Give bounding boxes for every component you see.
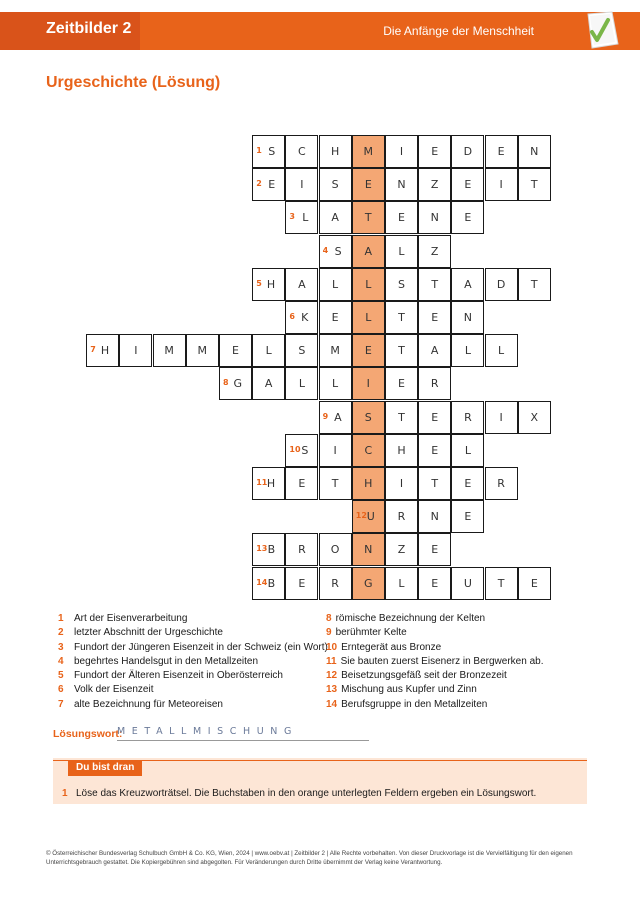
crossword-cell[interactable] bbox=[285, 135, 318, 168]
crossword-cell[interactable] bbox=[485, 135, 518, 168]
crossword-cell[interactable] bbox=[219, 334, 252, 367]
crossword-cell[interactable] bbox=[418, 567, 451, 600]
cell-letter: L bbox=[298, 377, 305, 391]
crossword-cell[interactable] bbox=[319, 401, 352, 434]
crossword-cell[interactable] bbox=[319, 434, 352, 467]
clue-number: 1 bbox=[58, 613, 64, 624]
cell-letter: E bbox=[298, 576, 306, 590]
clue-text: Mischung aus Kupfer und Zinn bbox=[341, 684, 477, 696]
crossword-cell[interactable] bbox=[418, 467, 451, 500]
cell-letter: M bbox=[330, 344, 340, 358]
crossword-cell[interactable] bbox=[385, 168, 418, 201]
clue-item bbox=[326, 655, 543, 669]
cell-letter: S bbox=[301, 443, 309, 457]
crossword-cell[interactable] bbox=[352, 201, 385, 234]
cell-letter: E bbox=[364, 344, 372, 358]
crossword-cell[interactable] bbox=[518, 168, 551, 201]
crossword-cell[interactable] bbox=[385, 401, 418, 434]
task-tab: Du bist dran bbox=[68, 760, 142, 776]
clue-item bbox=[326, 626, 543, 640]
cell-letter: E bbox=[232, 344, 239, 358]
solution-word: METALLMISCHUNG bbox=[117, 726, 298, 737]
crossword-cell[interactable] bbox=[119, 334, 152, 367]
clues-right-column bbox=[326, 612, 543, 712]
crossword-cell[interactable] bbox=[485, 401, 518, 434]
cell-letter: A bbox=[298, 277, 306, 291]
crossword-cell[interactable] bbox=[451, 301, 484, 334]
crossword-cell[interactable] bbox=[252, 533, 285, 566]
cell-letter: I bbox=[333, 443, 337, 457]
clue-item bbox=[58, 655, 328, 669]
crossword-cell[interactable] bbox=[219, 367, 252, 400]
clue-text: alte Bezeichnung für Meteoreisen bbox=[74, 698, 223, 710]
clue-text: Fundort der Jüngeren Eisenzeit in der Schweiz (ein Wort) bbox=[74, 641, 328, 653]
cell-letter: E bbox=[464, 510, 472, 524]
crossword-cell[interactable] bbox=[319, 235, 352, 268]
cell-letter: Z bbox=[430, 178, 439, 192]
crossword-cell[interactable] bbox=[451, 201, 484, 234]
cell-letter: T bbox=[530, 277, 538, 291]
crossword-cell[interactable] bbox=[385, 434, 418, 467]
cell-letter: S bbox=[398, 277, 405, 291]
cell-letter: R bbox=[298, 543, 306, 557]
crossword-cell[interactable] bbox=[319, 567, 352, 600]
clue-number: 14 bbox=[256, 577, 268, 587]
cell-letter: X bbox=[530, 410, 539, 424]
crossword-cell[interactable] bbox=[252, 135, 285, 168]
cell-letter: T bbox=[398, 311, 405, 324]
cell-letter: L bbox=[498, 344, 505, 358]
crossword-cell[interactable] bbox=[319, 467, 352, 500]
cell-letter: E bbox=[268, 178, 276, 192]
clue-number: 11 bbox=[256, 478, 268, 487]
clue-text: Art der Eisenverarbeitung bbox=[74, 613, 188, 624]
cell-letter: I bbox=[499, 178, 503, 192]
cell-letter: L bbox=[365, 277, 372, 291]
crossword-cell[interactable] bbox=[352, 500, 385, 533]
solution-label: Lösungswort: bbox=[53, 728, 123, 740]
cell-letter: T bbox=[497, 576, 505, 590]
crossword-cell[interactable] bbox=[319, 268, 352, 301]
clue-number: 6 bbox=[58, 684, 64, 696]
crossword-cell[interactable] bbox=[153, 334, 186, 367]
crossword-cell[interactable] bbox=[252, 334, 285, 367]
footer-copyright: © Österreichischer Bundesverlag Schulbuch GmbH & Co. KG, Wien, 2024 | www.oebv.at | Zeitbilder 2 | Alle Rechte vorbehalten. Von dieser Druckvorlage ist die Vervielfältigung für den eigenen Unterrichtsgebrauch gestattet. Die Kopiergebühren sind abgegolten. Für Veränderungen durch Dritte übernimmt der Verlag keine Verantwortung. bbox=[46, 850, 573, 866]
crossword-cell[interactable] bbox=[518, 268, 551, 301]
cell-letter: L bbox=[302, 211, 309, 225]
cell-letter: C bbox=[364, 443, 373, 457]
cell-letter: B bbox=[267, 543, 276, 557]
clue-text: letzter Abschnitt der Urgeschichte bbox=[74, 627, 223, 639]
crossword-cell[interactable] bbox=[518, 135, 551, 168]
clue-item bbox=[326, 612, 543, 626]
cell-letter: N bbox=[430, 211, 439, 225]
crossword-cell[interactable] bbox=[418, 168, 451, 201]
cell-letter: A bbox=[334, 410, 342, 424]
cell-letter: E bbox=[398, 211, 405, 225]
crossword-cell[interactable] bbox=[385, 301, 418, 334]
crossword-cell[interactable] bbox=[252, 268, 285, 301]
crossword-cell[interactable] bbox=[485, 268, 518, 301]
clue-number: 13 bbox=[326, 684, 338, 696]
crossword-cell[interactable] bbox=[285, 201, 318, 234]
cell-letter: L bbox=[365, 311, 372, 324]
clue-item bbox=[326, 669, 543, 683]
cell-letter: N bbox=[364, 543, 373, 557]
cell-letter: C bbox=[298, 145, 306, 158]
clue-number: 8 bbox=[326, 613, 332, 624]
cell-letter: N bbox=[397, 178, 406, 192]
clue-number: 14 bbox=[326, 698, 338, 710]
crossword-cell[interactable] bbox=[285, 533, 318, 566]
clue-text: berühmter Kelte bbox=[335, 627, 407, 639]
cell-letter: I bbox=[399, 145, 404, 158]
crossword-cell[interactable] bbox=[485, 467, 518, 500]
cell-letter: A bbox=[464, 277, 472, 291]
clue-text: römische Bezeichnung der Kelten bbox=[335, 613, 486, 624]
clue-number: 9 bbox=[326, 627, 332, 639]
clue-number: 3 bbox=[289, 212, 295, 222]
cell-letter: R bbox=[497, 477, 505, 490]
crossword-cell[interactable] bbox=[385, 367, 418, 400]
cell-letter: H bbox=[266, 277, 276, 291]
crossword-cell[interactable] bbox=[451, 434, 484, 467]
crossword-cell[interactable] bbox=[86, 334, 119, 367]
crossword-cell[interactable] bbox=[418, 367, 451, 400]
cell-letter: T bbox=[331, 477, 339, 490]
crossword-cell[interactable] bbox=[352, 301, 385, 334]
cell-letter: T bbox=[364, 211, 372, 225]
crossword-cell[interactable] bbox=[352, 367, 385, 400]
cell-letter: U bbox=[463, 576, 472, 590]
task-instruction: Löse das Kreuzworträtsel. Die Buchstaben in den orange unterlegten Feldern ergeben ein Lösungswort. bbox=[76, 788, 537, 799]
cell-letter: L bbox=[398, 244, 405, 258]
cell-letter: E bbox=[530, 576, 538, 590]
crossword-cell[interactable] bbox=[418, 301, 451, 334]
cell-letter: T bbox=[398, 344, 405, 358]
clue-item bbox=[58, 626, 328, 640]
crossword-cell[interactable] bbox=[451, 401, 484, 434]
cell-letter: I bbox=[300, 178, 304, 192]
clue-number: 5 bbox=[58, 670, 64, 682]
crossword-cell[interactable] bbox=[451, 567, 484, 600]
clues-left-column bbox=[58, 612, 328, 712]
crossword-cell[interactable] bbox=[352, 567, 385, 600]
cell-letter: L bbox=[332, 277, 339, 291]
cell-letter: I bbox=[134, 344, 138, 358]
crossword-cell[interactable] bbox=[385, 533, 418, 566]
cell-letter: U bbox=[366, 510, 375, 524]
cell-letter: L bbox=[464, 344, 471, 358]
clue-number: 8 bbox=[223, 378, 229, 388]
cell-letter: L bbox=[464, 443, 471, 457]
cell-letter: T bbox=[431, 277, 439, 291]
crossword-cell[interactable] bbox=[451, 334, 484, 367]
cell-letter: M bbox=[363, 145, 374, 158]
crossword-cell[interactable] bbox=[252, 467, 285, 500]
crossword-cell[interactable] bbox=[285, 567, 318, 600]
crossword-cell[interactable] bbox=[352, 135, 385, 168]
crossword-cell[interactable] bbox=[451, 500, 484, 533]
cell-letter: G bbox=[364, 576, 373, 590]
cell-letter: N bbox=[463, 311, 472, 324]
cell-letter: I bbox=[499, 410, 503, 424]
cell-letter: D bbox=[463, 145, 473, 158]
crossword-cell[interactable] bbox=[352, 268, 385, 301]
crossword-cell[interactable] bbox=[418, 201, 451, 234]
cell-letter: R bbox=[464, 410, 472, 424]
clue-text: begehrtes Handelsgut in den Metallzeiten bbox=[74, 655, 259, 667]
cell-letter: R bbox=[331, 576, 339, 590]
crossword-cell[interactable] bbox=[485, 168, 518, 201]
cell-letter: E bbox=[431, 576, 439, 590]
clue-number: 4 bbox=[322, 245, 329, 255]
clue-number: 2 bbox=[256, 179, 262, 189]
clue-item bbox=[58, 669, 328, 683]
crossword-cell[interactable] bbox=[385, 334, 418, 367]
chapter-title: Die Anfänge der Menschheit bbox=[383, 24, 534, 38]
cell-letter: L bbox=[265, 344, 272, 358]
clue-text: Berufsgruppe in den Metallzeiten bbox=[341, 698, 488, 710]
cell-letter: D bbox=[496, 277, 506, 291]
crossword-cell[interactable] bbox=[285, 301, 318, 334]
crossword-cell[interactable] bbox=[285, 268, 318, 301]
cell-letter: K bbox=[301, 311, 309, 324]
crossword-cell[interactable] bbox=[451, 168, 484, 201]
clue-item bbox=[326, 698, 543, 712]
crossword-cell[interactable] bbox=[319, 334, 352, 367]
crossword-cell[interactable] bbox=[352, 334, 385, 367]
cell-letter: S bbox=[364, 410, 372, 424]
crossword-cell[interactable] bbox=[418, 401, 451, 434]
cell-letter: H bbox=[100, 344, 110, 358]
crossword-cell[interactable] bbox=[352, 434, 385, 467]
crossword-cell[interactable] bbox=[418, 500, 451, 533]
clue-number: 11 bbox=[326, 655, 337, 667]
crossword-cell[interactable] bbox=[252, 567, 285, 600]
cell-letter: Z bbox=[430, 244, 439, 258]
cell-letter: T bbox=[530, 178, 538, 192]
cell-letter: E bbox=[431, 543, 439, 557]
cell-letter: G bbox=[233, 377, 242, 391]
crossword-cell[interactable] bbox=[485, 567, 518, 600]
cell-letter: E bbox=[464, 178, 472, 192]
cell-letter: E bbox=[298, 477, 306, 490]
clue-text: Volk der Eisenzeit bbox=[74, 684, 154, 696]
cell-letter: E bbox=[464, 211, 472, 225]
cell-letter: H bbox=[364, 477, 373, 490]
clue-text: Sie bauten zuerst Eisenerz in Bergwerken ab. bbox=[340, 655, 544, 667]
crossword-cell[interactable] bbox=[418, 135, 451, 168]
clue-text: Erntegerät aus Bronze bbox=[341, 641, 442, 653]
crossword-cell[interactable] bbox=[319, 533, 352, 566]
crossword-cell[interactable] bbox=[319, 168, 352, 201]
clue-number: 6 bbox=[289, 312, 295, 321]
crossword-cell[interactable] bbox=[385, 500, 418, 533]
page-title: Urgeschichte (Lösung) bbox=[46, 74, 221, 91]
crossword-cell[interactable] bbox=[385, 135, 418, 168]
crossword-cell[interactable] bbox=[451, 268, 484, 301]
cell-letter: B bbox=[267, 576, 276, 590]
crossword-cell[interactable] bbox=[385, 567, 418, 600]
crossword-cell[interactable] bbox=[451, 467, 484, 500]
crossword-cell[interactable] bbox=[352, 467, 385, 500]
clue-number: 3 bbox=[58, 641, 64, 653]
crossword-cell[interactable] bbox=[319, 367, 352, 400]
cell-letter: T bbox=[398, 410, 405, 424]
clue-item bbox=[326, 641, 543, 655]
task-number: 1 bbox=[62, 788, 68, 799]
cell-letter: R bbox=[397, 510, 406, 524]
cell-letter: A bbox=[331, 211, 339, 225]
cell-letter: E bbox=[431, 443, 439, 457]
cell-letter: L bbox=[332, 377, 339, 391]
crossword-cell[interactable] bbox=[186, 334, 219, 367]
clue-number: 4 bbox=[58, 655, 64, 667]
cell-letter: E bbox=[431, 410, 439, 424]
cell-letter: M bbox=[164, 344, 174, 358]
cell-letter: A bbox=[364, 244, 373, 258]
clue-item bbox=[58, 683, 328, 697]
clue-text: Beisetzungsgefäß seit der Bronzezeit bbox=[341, 670, 507, 682]
clue-number: 9 bbox=[322, 411, 329, 421]
clue-number: 5 bbox=[256, 278, 262, 288]
cell-letter: E bbox=[398, 377, 405, 391]
cell-letter: E bbox=[431, 311, 439, 324]
cell-letter: O bbox=[330, 543, 340, 557]
crossword-cell[interactable] bbox=[319, 201, 352, 234]
crossword-cell[interactable] bbox=[285, 168, 318, 201]
cell-letter: M bbox=[197, 344, 208, 358]
clue-number: 7 bbox=[90, 345, 96, 355]
cell-letter: E bbox=[364, 178, 372, 192]
solution-word-row bbox=[53, 726, 298, 740]
crossword-cell[interactable] bbox=[418, 268, 451, 301]
clue-number: 2 bbox=[58, 627, 64, 639]
cell-letter: R bbox=[430, 377, 439, 391]
cell-letter: E bbox=[464, 477, 472, 490]
cell-letter: H bbox=[330, 145, 340, 158]
cell-letter: H bbox=[397, 443, 406, 457]
cell-letter: S bbox=[298, 344, 306, 358]
cell-letter: H bbox=[266, 477, 276, 490]
cell-letter: S bbox=[331, 178, 339, 192]
cell-letter: A bbox=[264, 377, 273, 391]
crossword-cell[interactable] bbox=[385, 467, 418, 500]
crossword-cell[interactable] bbox=[418, 334, 451, 367]
cell-letter: E bbox=[431, 145, 439, 158]
clue-text: Fundort der Älteren Eisenzeit in Oberösterreich bbox=[74, 670, 283, 682]
crossword-cell[interactable] bbox=[385, 201, 418, 234]
crossword-cell[interactable] bbox=[352, 533, 385, 566]
crossword-cell[interactable] bbox=[252, 168, 285, 201]
cell-letter: A bbox=[430, 344, 439, 358]
clue-number: 12 bbox=[326, 670, 338, 682]
clue-item bbox=[58, 612, 328, 626]
clue-number: 10 bbox=[326, 641, 338, 653]
crossword-cell[interactable] bbox=[418, 235, 451, 268]
crossword-cell[interactable] bbox=[385, 235, 418, 268]
crossword-cell[interactable] bbox=[352, 235, 385, 268]
crossword-cell[interactable] bbox=[518, 401, 551, 434]
crossword-cell[interactable] bbox=[451, 135, 484, 168]
crossword-cell[interactable] bbox=[385, 268, 418, 301]
cell-letter: E bbox=[497, 145, 505, 158]
cell-letter: Z bbox=[397, 543, 406, 557]
clue-number: 12 bbox=[355, 511, 367, 521]
crossword-cell[interactable] bbox=[285, 434, 318, 467]
clue-number: 10 bbox=[289, 444, 301, 454]
crossword-cell[interactable] bbox=[352, 401, 385, 434]
crossword-cell[interactable] bbox=[319, 301, 352, 334]
solution-underline bbox=[117, 740, 369, 741]
series-title: Zeitbilder 2 bbox=[46, 20, 132, 37]
crossword-cell[interactable] bbox=[285, 467, 318, 500]
crossword-cell[interactable] bbox=[252, 367, 285, 400]
cell-letter: S bbox=[334, 244, 342, 258]
cell-letter: S bbox=[268, 145, 276, 158]
crossword-cell[interactable] bbox=[285, 334, 318, 367]
crossword-cell[interactable] bbox=[518, 567, 551, 600]
crossword-cell[interactable] bbox=[485, 334, 518, 367]
cell-letter: E bbox=[331, 311, 339, 324]
cell-letter: L bbox=[398, 576, 405, 590]
crossword-cell[interactable] bbox=[352, 168, 385, 201]
crossword-cell[interactable] bbox=[418, 434, 451, 467]
cell-letter: N bbox=[530, 145, 539, 158]
clue-item bbox=[326, 683, 543, 697]
cell-letter: T bbox=[431, 477, 439, 490]
clue-item bbox=[58, 641, 328, 655]
cell-letter: N bbox=[430, 510, 439, 524]
crossword-cell[interactable] bbox=[418, 533, 451, 566]
cell-letter: I bbox=[366, 377, 370, 391]
clue-item bbox=[58, 698, 328, 712]
crossword-cell[interactable] bbox=[319, 135, 352, 168]
crossword-cell[interactable] bbox=[285, 367, 318, 400]
clue-number: 13 bbox=[256, 544, 268, 554]
clue-number: 7 bbox=[58, 698, 64, 710]
clue-number: 1 bbox=[256, 146, 262, 155]
cell-letter: I bbox=[399, 477, 404, 490]
